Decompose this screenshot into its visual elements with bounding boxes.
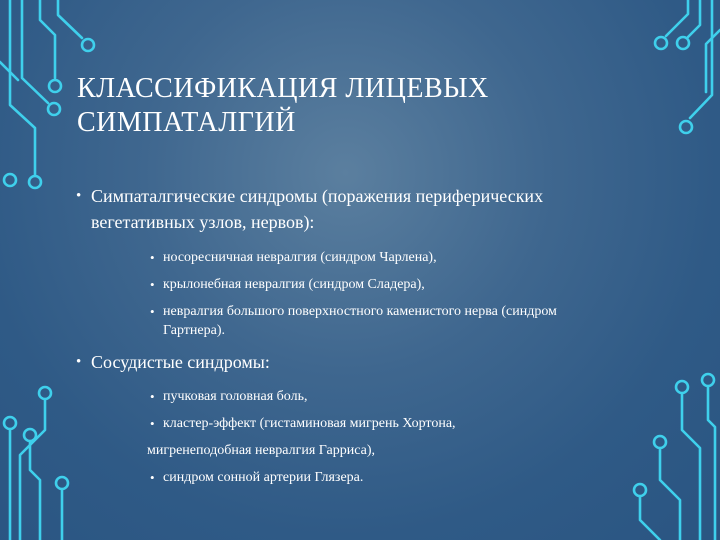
bullet-dot: • xyxy=(150,250,155,265)
section1-item-text: крылонебная невралгия (синдром Сладера), xyxy=(163,277,425,292)
section1-item-text: невралгия большого поверхностного каменистого нерва (синдром xyxy=(163,304,557,319)
circuit-right-bottom xyxy=(634,374,715,540)
circuit-left-bottom xyxy=(4,387,68,540)
section2-item-text: пучковая головная боль, xyxy=(163,389,308,404)
circuit-right-top xyxy=(655,0,720,133)
bullet-dot: • xyxy=(150,304,155,319)
bullet-dot: • xyxy=(76,354,82,370)
section1-line2: вегетативных узлов, нервов): xyxy=(91,212,315,232)
section2-item-text: кластер-эффект (гистаминовая мигрень Хортона, xyxy=(163,416,456,431)
bullet-dot: • xyxy=(150,389,155,404)
section1-item-text: носоресничная невралгия (синдром Чарлена), xyxy=(163,250,437,265)
bullet-dot: • xyxy=(150,416,155,431)
slide-title-line2: СИМПАТАЛГИЙ xyxy=(77,107,296,138)
slide-title xyxy=(77,72,637,140)
bullet-dot: • xyxy=(150,277,155,292)
slide-title-line1: КЛАССИФИКАЦИЯ ЛИЦЕВЫХ xyxy=(77,73,489,104)
section2-item-text-cont: мигренеподобная невралгия Гарриса), xyxy=(147,443,376,458)
bullet-dot: • xyxy=(150,470,155,485)
section2-item-text: синдром сонной артерии Глязера. xyxy=(163,470,364,485)
bullet-dot: • xyxy=(76,188,82,204)
section1-line1: Симпаталгические синдромы (поражения периферических xyxy=(91,186,544,206)
section2-line1: Сосудистые синдромы: xyxy=(91,352,270,372)
section1-item-text-cont: Гартнера). xyxy=(163,323,225,338)
